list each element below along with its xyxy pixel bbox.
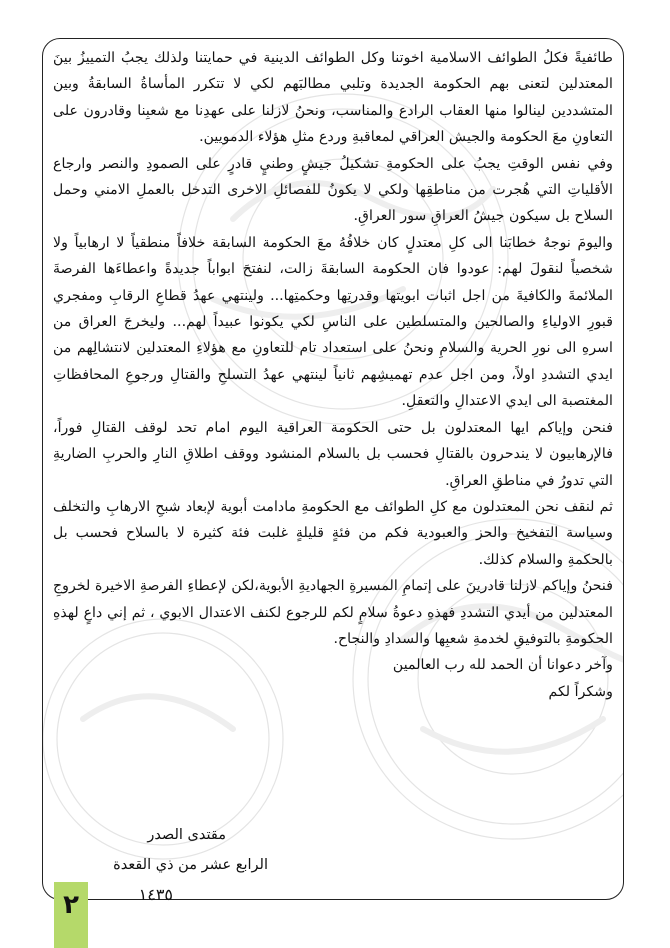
signature-name: مقتدى الصدر bbox=[147, 827, 226, 843]
page-number: ٢ bbox=[63, 890, 79, 920]
paragraph: وفي نفس الوقتِ يجبُ على الحكومةِ تشكيلُ جيشٍ وطنيٍ قادرٍ على الصمودِ والنصر وارجاع الأقلياتِ التي هُجرت من مناطقِها ولكي لا يكونُ للفصائلِ الاخرى التدخل بالعملِ الامني وحمل السلاح بل سيكون جيشُ العراقِ سور العراقِ. bbox=[53, 155, 613, 225]
page-frame bbox=[42, 38, 624, 900]
paragraph: طائفيةً فكلُ الطوائف الاسلامية اخوتنا وكل الطوائف الدينية في حمايتنا ولذلك يجبُ التمييزُ بينَ المعتدلين لتعنى بهم الحكومة الجديدة وتلبي مطالبَهم لكي لا تتكرر المأساةُ السابقةُ وبين المتشددين لينالوا منها العقاب الرادع والمناسب، ونحنُ لازلنا على عهدِنا مع شعبِنا وقادرون على التعاونِ معَ الحكومة والجيش العراقي لمعاقبةِ وردع مثلِ هؤلاء الدمويين. bbox=[53, 50, 613, 146]
page-number-tab bbox=[54, 882, 88, 948]
paragraph: ثم لنقف نحن المعتدلون مع كلِ الطوائف مع الحكومةِ مادامت أبوية لإبعاد شبحِ الارهابِ والتخلف وسياسة التفخيخ والحز والعبودية فكم من فئةٍ قليلةٍ غلبت فئة كثيرة لا بالسلاح فحسب بل بالحكمةِ والسلام كذلك. bbox=[53, 498, 613, 568]
letter-body bbox=[43, 39, 623, 705]
closing-thanks: وشكراً لكم bbox=[548, 683, 613, 700]
signature-date: الرابع عشر من ذي القعدة bbox=[113, 857, 268, 873]
signature-block bbox=[88, 820, 268, 910]
signature-year: ١٤٣٥ bbox=[138, 885, 173, 904]
closing-prayer: وآخر دعوانا أن الحمد لله رب العالمين bbox=[392, 657, 613, 674]
paragraph: واليومَ نوجهُ خطابَنا الى كلِ معتدلٍ كان خلافُهُ معَ الحكومة السابقة خلافاً منطقياً لا ارهابياً ولا شخصياً لنقولَ لهم: عودوا فان الحكومة السابقةَ زالت، لنفتحَ ابواباً جديدةً واعطاءَها الفرصةَ الملائمةَ والكافيةَ من اجل اثبات ابويتها وقدرتِها وحكمتِها... ولينتهي عهدُ قطاعِ الرقابِ ومفجري قبورِ الاولياءِ والصالحين والمتسلطين على الناسِ لكي يكونوا عبيداً لهم... وليخرجَ العراق من اسرهِ الى نورِ الحرية والسلامِ ونحنُ على استعداد تام للتعاونِ مع هؤلاءِ المعتدلين لانتشالِهم من ايدي التشددِ اولاً، ومن اجل عدم تهميشِهم ثانياً لينتهي عهدُ التسلحِ والقتالِ ورجوعِ المحافظاتِ المغتصبة الى ايدي الاعتدالِ والتعقلِ. bbox=[53, 234, 613, 410]
paragraph: فنحن وإياكم ايها المعتدلون بل حتى الحكومة العراقية اليوم امام تحد لوقف القتالِ فوراً، فالإرهابيون لا يندحرون بالقتالِ فحسب بل بالسلام المنشود ووقف اطلاقِ النارِ والحربِ الضاريةِ التي تدورُ في مناطقِ العراقِ. bbox=[53, 419, 613, 489]
paragraph: فنحنُ وإياكم لازلنا قادرينَ على إتمامِ المسيرةِ الجهاديةِ الأبوية،لكن لإعطاءِ الفرصةِ الاخيرة لخروجِ المعتدلين من أيدي التشددِ فهذهِ دعوةُ سلامٍ لكم للرجوع لكنف الاعتدال الابوي ، ثم إني داعٍ لهذهِ الحكومةِ بالتوفيقِ لخدمةِ شعبِها والسدادِ والنجاح. bbox=[53, 578, 613, 647]
